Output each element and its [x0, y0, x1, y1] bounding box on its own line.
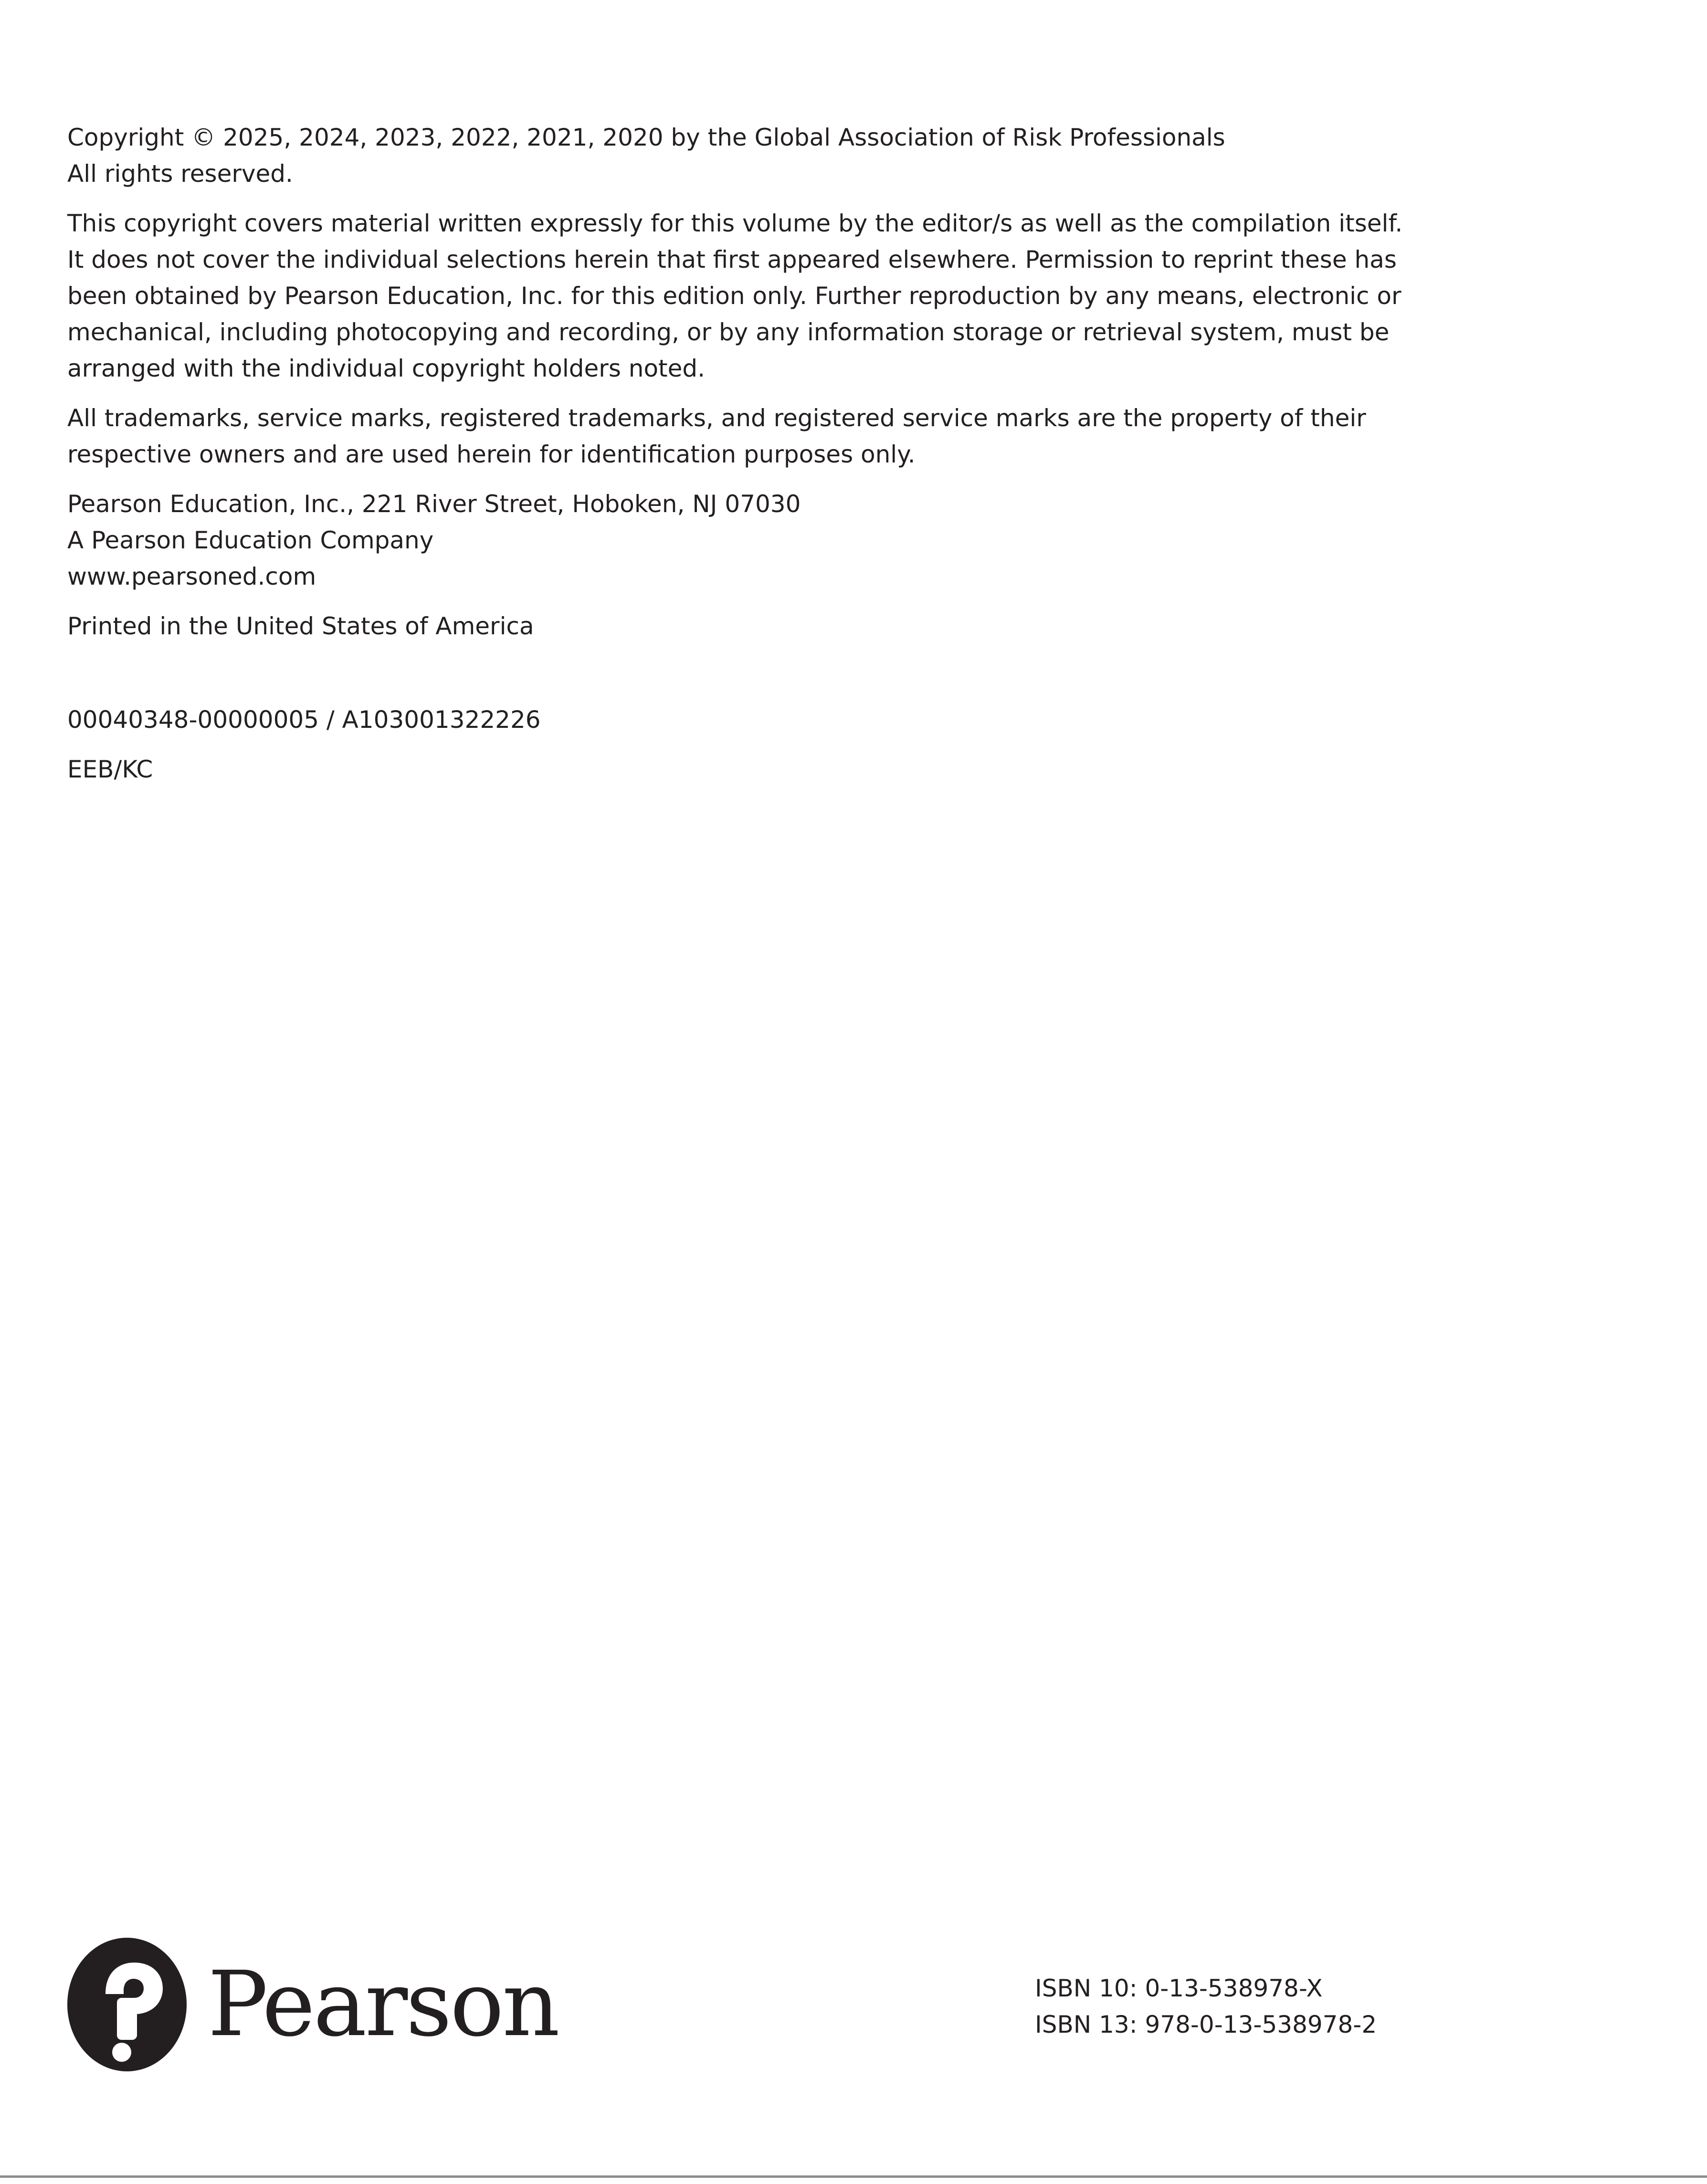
isbn-block	[1035, 1970, 1377, 2043]
isbn-10: ISBN 10: 0-13-538978-X	[1035, 1974, 1323, 2002]
editor-initials: EEB/KC	[67, 756, 153, 783]
copyright-notice	[67, 119, 1404, 192]
isbn-13: ISBN 13: 978-0-13-538978-2	[1035, 2011, 1377, 2038]
printed-in: Printed in the United States of America	[67, 612, 534, 640]
publisher-address: Pearson Education, Inc., 221 River Street, Hoboken, NJ 07030	[67, 490, 801, 518]
bottom-divider	[0, 2175, 1707, 2178]
publisher-website: www.pearsoned.com	[67, 563, 316, 590]
pearson-logo	[67, 1938, 558, 2071]
pearson-p-icon	[67, 1938, 187, 2071]
rights-reserved: All rights reserved.	[67, 160, 293, 188]
copyright-page-text	[67, 119, 1404, 801]
pearson-wordmark: Pearson	[208, 1952, 558, 2057]
publisher-info	[67, 486, 1404, 595]
product-code: 00040348-00000005 / A103001322226	[67, 706, 541, 734]
trademark-paragraph: All trademarks, service marks, registered trademarks, and registered service marks are the property of their respective owners and are used herein for identification purposes only.	[67, 404, 1366, 468]
publisher-company: A Pearson Education Company	[67, 526, 434, 554]
copyright-line: Copyright © 2025, 2024, 2023, 2022, 2021, 2020 by the Global Association of Risk Professionals	[67, 124, 1225, 151]
coverage-paragraph: This copyright covers material written expressly for this volume by the editor/s as well as the compilation itself. It does not cover the individual selections herein that first appeared elsewhere. Permission to reprint these has been obtained by Pearson Education, Inc. for this edition only. Further reproduction by any means, electronic or mechanical, including photocopying and recording, or by any information storage or retrieval system, must be arranged with the individual copyright holders noted.	[67, 210, 1403, 382]
